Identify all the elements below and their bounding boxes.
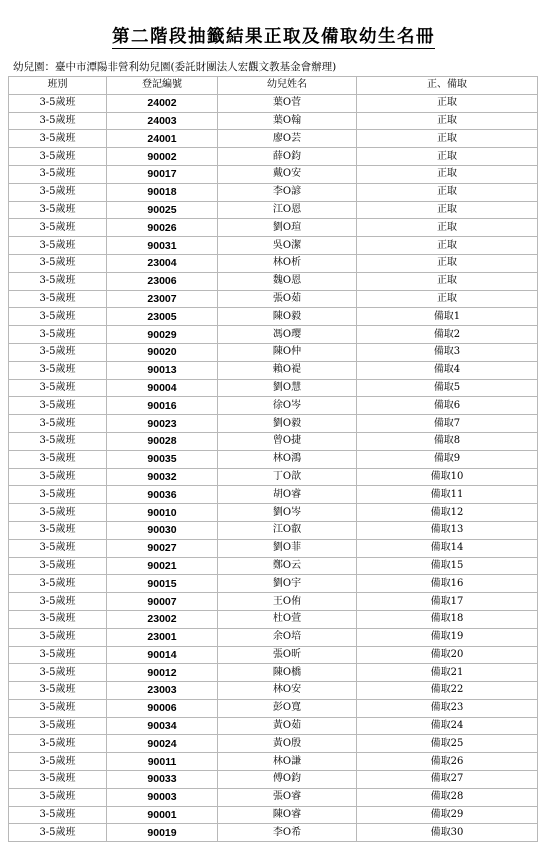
- registration-number-cell: 90025: [107, 201, 218, 219]
- registration-number-cell: 23002: [107, 610, 218, 628]
- class-cell: 3-5歲班: [9, 682, 107, 700]
- child-name-cell: 黃O茹: [218, 717, 357, 735]
- registration-number-cell: 24003: [107, 112, 218, 130]
- table-row: [9, 94, 538, 112]
- page-title: [0, 26, 547, 48]
- registration-number-cell: 23003: [107, 682, 218, 700]
- child-name-cell: 丁O歆: [218, 468, 357, 486]
- class-cell: 3-5歲班: [9, 646, 107, 664]
- class-cell: 3-5歲班: [9, 450, 107, 468]
- child-name-cell: 廖O芸: [218, 130, 357, 148]
- registration-number-cell: 90021: [107, 557, 218, 575]
- admission-status-cell: 備取6: [357, 397, 538, 415]
- admission-status-cell: 備取9: [357, 450, 538, 468]
- registration-number-cell: 23007: [107, 290, 218, 308]
- admission-status-cell: 備取23: [357, 699, 538, 717]
- kindergarten-info: 幼兒園：臺中市潭陽非營利幼兒園(委託財團法人宏觀文教基金會辦理): [13, 61, 337, 73]
- class-cell: 3-5歲班: [9, 112, 107, 130]
- table-row: [9, 557, 538, 575]
- class-cell: 3-5歲班: [9, 94, 107, 112]
- registration-number-cell: 24001: [107, 130, 218, 148]
- table-row: [9, 806, 538, 824]
- registration-number-cell: 90033: [107, 771, 218, 789]
- table-row: [9, 753, 538, 771]
- registration-number-cell: 90004: [107, 379, 218, 397]
- class-cell: 3-5歲班: [9, 788, 107, 806]
- class-cell: 3-5歲班: [9, 664, 107, 682]
- child-name-cell: 林O安: [218, 682, 357, 700]
- registration-number-cell: 90026: [107, 219, 218, 237]
- registration-number-cell: 90034: [107, 717, 218, 735]
- header-child-name: 幼兒姓名: [218, 77, 357, 95]
- admission-status-cell: 備取29: [357, 806, 538, 824]
- registration-number-cell: 90011: [107, 753, 218, 771]
- admission-status-cell: 備取27: [357, 771, 538, 789]
- table-row: [9, 254, 538, 272]
- registration-number-cell: 90003: [107, 788, 218, 806]
- table-row: [9, 290, 538, 308]
- class-cell: 3-5歲班: [9, 165, 107, 183]
- admission-status-cell: 備取18: [357, 610, 538, 628]
- registration-number-cell: 90030: [107, 521, 218, 539]
- child-name-cell: 張O昕: [218, 646, 357, 664]
- admission-status-cell: 備取16: [357, 575, 538, 593]
- child-name-cell: 葉O菅: [218, 94, 357, 112]
- class-cell: 3-5歲班: [9, 593, 107, 611]
- table-row: [9, 201, 538, 219]
- admission-status-cell: 正取: [357, 201, 538, 219]
- admission-status-cell: 正取: [357, 219, 538, 237]
- registration-number-cell: 90006: [107, 699, 218, 717]
- admission-status-cell: 正取: [357, 94, 538, 112]
- class-cell: 3-5歲班: [9, 326, 107, 344]
- admission-status-cell: 備取12: [357, 504, 538, 522]
- class-cell: 3-5歲班: [9, 397, 107, 415]
- class-cell: 3-5歲班: [9, 735, 107, 753]
- registration-number-cell: 90020: [107, 343, 218, 361]
- admission-status-cell: 正取: [357, 165, 538, 183]
- child-name-cell: 黃O殷: [218, 735, 357, 753]
- child-name-cell: 林O謙: [218, 753, 357, 771]
- table-row: [9, 771, 538, 789]
- registration-number-cell: 23004: [107, 254, 218, 272]
- table-row: [9, 717, 538, 735]
- registration-number-cell: 90012: [107, 664, 218, 682]
- admission-status-cell: 備取14: [357, 539, 538, 557]
- admission-status-cell: 備取4: [357, 361, 538, 379]
- header-class: 班別: [9, 77, 107, 95]
- child-name-cell: 王O侑: [218, 593, 357, 611]
- admission-status-cell: 備取22: [357, 682, 538, 700]
- table-row: [9, 183, 538, 201]
- class-cell: 3-5歲班: [9, 539, 107, 557]
- table-row: [9, 504, 538, 522]
- admission-status-cell: 備取26: [357, 753, 538, 771]
- registration-number-cell: 90035: [107, 450, 218, 468]
- registration-number-cell: 23005: [107, 308, 218, 326]
- class-cell: 3-5歲班: [9, 557, 107, 575]
- class-cell: 3-5歲班: [9, 148, 107, 166]
- table-row: [9, 539, 538, 557]
- child-name-cell: 曾O捷: [218, 432, 357, 450]
- table-row: [9, 521, 538, 539]
- child-name-cell: 彭O寬: [218, 699, 357, 717]
- table-row: [9, 130, 538, 148]
- class-cell: 3-5歲班: [9, 753, 107, 771]
- class-cell: 3-5歲班: [9, 521, 107, 539]
- class-cell: 3-5歲班: [9, 343, 107, 361]
- child-name-cell: 林O析: [218, 254, 357, 272]
- admission-status-cell: 備取1: [357, 308, 538, 326]
- registration-number-cell: 23001: [107, 628, 218, 646]
- admission-status-cell: 備取5: [357, 379, 538, 397]
- table-row: [9, 450, 538, 468]
- registration-number-cell: 90013: [107, 361, 218, 379]
- admission-status-cell: 備取13: [357, 521, 538, 539]
- admission-status-cell: 備取21: [357, 664, 538, 682]
- table-row: [9, 219, 538, 237]
- table-row: [9, 112, 538, 130]
- class-cell: 3-5歲班: [9, 717, 107, 735]
- class-cell: 3-5歲班: [9, 219, 107, 237]
- admission-status-cell: 備取25: [357, 735, 538, 753]
- child-name-cell: 賴O褆: [218, 361, 357, 379]
- class-cell: 3-5歲班: [9, 468, 107, 486]
- child-name-cell: 傅O鈞: [218, 771, 357, 789]
- table-row: [9, 664, 538, 682]
- child-name-cell: 魏O恩: [218, 272, 357, 290]
- table-body: [9, 94, 538, 841]
- admission-status-cell: 備取3: [357, 343, 538, 361]
- table-row: [9, 165, 538, 183]
- child-name-cell: 鄭O云: [218, 557, 357, 575]
- child-name-cell: 胡O睿: [218, 486, 357, 504]
- child-name-cell: 劉O毅: [218, 415, 357, 433]
- table-row: [9, 308, 538, 326]
- admission-status-cell: 備取30: [357, 824, 538, 842]
- registration-number-cell: 90010: [107, 504, 218, 522]
- page-title-text: 第二階段抽籤結果正取及備取幼生名冊: [112, 27, 435, 47]
- table-row: [9, 610, 538, 628]
- admission-status-cell: 正取: [357, 237, 538, 255]
- class-cell: 3-5歲班: [9, 308, 107, 326]
- child-name-cell: 陳O毅: [218, 308, 357, 326]
- registration-number-cell: 90002: [107, 148, 218, 166]
- class-cell: 3-5歲班: [9, 415, 107, 433]
- child-name-cell: 陳O睿: [218, 806, 357, 824]
- child-name-cell: 張O睿: [218, 788, 357, 806]
- child-name-cell: 林O鴻: [218, 450, 357, 468]
- registration-number-cell: 90031: [107, 237, 218, 255]
- class-cell: 3-5歲班: [9, 806, 107, 824]
- header-registration-number: 登記編號: [107, 77, 218, 95]
- table-row: [9, 682, 538, 700]
- table-row: [9, 735, 538, 753]
- class-cell: 3-5歲班: [9, 290, 107, 308]
- class-cell: 3-5歲班: [9, 237, 107, 255]
- class-cell: 3-5歲班: [9, 504, 107, 522]
- child-name-cell: 劉O瑄: [218, 219, 357, 237]
- class-cell: 3-5歲班: [9, 130, 107, 148]
- class-cell: 3-5歲班: [9, 432, 107, 450]
- table-row: [9, 824, 538, 842]
- table-header-row: [9, 77, 538, 95]
- admission-status-cell: 正取: [357, 112, 538, 130]
- admission-status-cell: 正取: [357, 272, 538, 290]
- registration-number-cell: 90029: [107, 326, 218, 344]
- admission-roster-table: [8, 76, 538, 842]
- registration-number-cell: 90014: [107, 646, 218, 664]
- child-name-cell: 戴O安: [218, 165, 357, 183]
- registration-number-cell: 90017: [107, 165, 218, 183]
- child-name-cell: 李O希: [218, 824, 357, 842]
- table-row: [9, 468, 538, 486]
- table-row: [9, 788, 538, 806]
- child-name-cell: 劉O岑: [218, 504, 357, 522]
- admission-status-cell: 正取: [357, 254, 538, 272]
- registration-number-cell: 90023: [107, 415, 218, 433]
- child-name-cell: 劉O菲: [218, 539, 357, 557]
- child-name-cell: 劉O宇: [218, 575, 357, 593]
- child-name-cell: 張O茹: [218, 290, 357, 308]
- registration-number-cell: 90028: [107, 432, 218, 450]
- child-name-cell: 余O培: [218, 628, 357, 646]
- child-name-cell: 杜O萱: [218, 610, 357, 628]
- class-cell: 3-5歲班: [9, 379, 107, 397]
- table-row: [9, 379, 538, 397]
- registration-number-cell: 90015: [107, 575, 218, 593]
- admission-status-cell: 備取17: [357, 593, 538, 611]
- table-row: [9, 361, 538, 379]
- registration-number-cell: 90016: [107, 397, 218, 415]
- class-cell: 3-5歲班: [9, 254, 107, 272]
- admission-status-cell: 備取11: [357, 486, 538, 504]
- class-cell: 3-5歲班: [9, 486, 107, 504]
- table-row: [9, 148, 538, 166]
- table-row: [9, 593, 538, 611]
- admission-status-cell: 正取: [357, 148, 538, 166]
- child-name-cell: 葉O翰: [218, 112, 357, 130]
- child-name-cell: 江O恩: [218, 201, 357, 219]
- child-name-cell: 李O諺: [218, 183, 357, 201]
- registration-number-cell: 90019: [107, 824, 218, 842]
- class-cell: 3-5歲班: [9, 771, 107, 789]
- table-row: [9, 699, 538, 717]
- registration-number-cell: 23006: [107, 272, 218, 290]
- table-row: [9, 486, 538, 504]
- admission-status-cell: 備取20: [357, 646, 538, 664]
- child-name-cell: 吳O潔: [218, 237, 357, 255]
- class-cell: 3-5歲班: [9, 628, 107, 646]
- admission-status-cell: 正取: [357, 183, 538, 201]
- admission-status-cell: 備取19: [357, 628, 538, 646]
- class-cell: 3-5歲班: [9, 575, 107, 593]
- admission-status-cell: 正取: [357, 290, 538, 308]
- admission-status-cell: 備取24: [357, 717, 538, 735]
- table-row: [9, 432, 538, 450]
- child-name-cell: 陳O橋: [218, 664, 357, 682]
- child-name-cell: 徐O岑: [218, 397, 357, 415]
- admission-status-cell: 備取7: [357, 415, 538, 433]
- child-name-cell: 馮O璎: [218, 326, 357, 344]
- registration-number-cell: 90036: [107, 486, 218, 504]
- registration-number-cell: 90024: [107, 735, 218, 753]
- class-cell: 3-5歲班: [9, 610, 107, 628]
- admission-status-cell: 備取2: [357, 326, 538, 344]
- table-row: [9, 272, 538, 290]
- class-cell: 3-5歲班: [9, 183, 107, 201]
- class-cell: 3-5歲班: [9, 272, 107, 290]
- table-row: [9, 237, 538, 255]
- table-row: [9, 326, 538, 344]
- registration-number-cell: 24002: [107, 94, 218, 112]
- table-row: [9, 397, 538, 415]
- registration-number-cell: 90032: [107, 468, 218, 486]
- admission-status-cell: 備取8: [357, 432, 538, 450]
- table-row: [9, 628, 538, 646]
- header-admission-status: 正、備取: [357, 77, 538, 95]
- admission-status-cell: 正取: [357, 130, 538, 148]
- child-name-cell: 江O叡: [218, 521, 357, 539]
- class-cell: 3-5歲班: [9, 699, 107, 717]
- registration-number-cell: 90018: [107, 183, 218, 201]
- registration-number-cell: 90001: [107, 806, 218, 824]
- registration-number-cell: 90027: [107, 539, 218, 557]
- admission-status-cell: 備取15: [357, 557, 538, 575]
- registration-number-cell: 90007: [107, 593, 218, 611]
- admission-status-cell: 備取28: [357, 788, 538, 806]
- class-cell: 3-5歲班: [9, 361, 107, 379]
- child-name-cell: 薛O鈞: [218, 148, 357, 166]
- class-cell: 3-5歲班: [9, 824, 107, 842]
- class-cell: 3-5歲班: [9, 201, 107, 219]
- child-name-cell: 劉O慧: [218, 379, 357, 397]
- table-row: [9, 575, 538, 593]
- table-row: [9, 415, 538, 433]
- table-row: [9, 646, 538, 664]
- child-name-cell: 陳O仲: [218, 343, 357, 361]
- table-row: [9, 343, 538, 361]
- admission-status-cell: 備取10: [357, 468, 538, 486]
